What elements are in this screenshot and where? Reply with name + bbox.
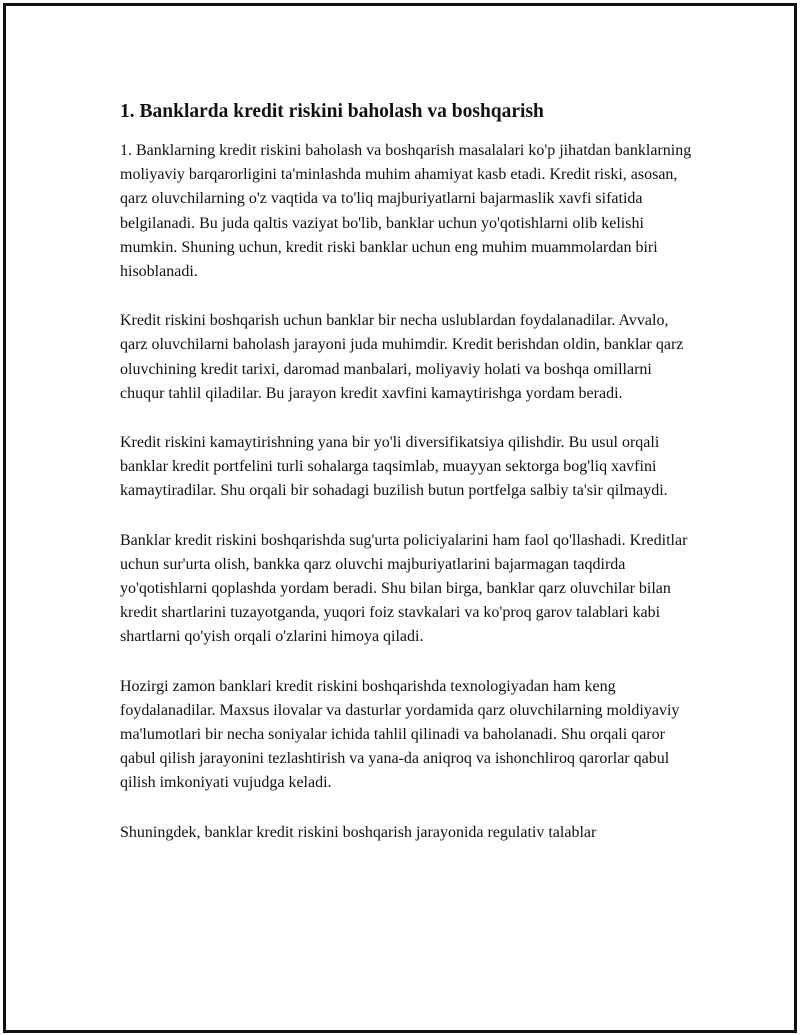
paragraph-diversification: Kredit riskini kamaytirishning yana bir yo'li diversifikatsiya qilishdir. Bu usul orqali banklar kredit portfelini turli sohalarga taqsimlab, muayyan sektorga bog'liq xavfini kamaytiradilar. Shu orqali bir sohadagi buzilish butun portfelga salbiy ta'sir qilmaydi. — [120, 434, 668, 500]
document-page — [3, 3, 797, 1033]
paragraph-insurance: Banklar kredit riskini boshqarishda sug'urta policiyalarini ham faol qo'llashadi. Kreditlar uchun sur'urta olish, bankka qarz oluvchi majburiyatlarini bajarmagan taqdirda yo'qotishlarni qoplashda yordam beradi. Shu bilan birga, banklar qarz oluvchilar bilan kredit shartlarini tuzayotganda, yuqori foiz stavkalari va ko'proq garov talablari kabi shartlarni qo'yish orqali o'zlarini himoya qiladi. — [120, 531, 688, 646]
paragraph-methods: Kredit riskini boshqarish uchun banklar bir necha uslublardan foydalanadilar. Avvalo, qarz oluvchilarni baholash jarayoni juda muhimdir. Kredit berishdan oldin, banklar qarz oluvchining kredit tarixi, daromad manbalari, moliyaviy holati va boshqa omillarni chuqur tahlil qiladilar. Bu jarayon kredit xavfini kamaytirishga yordam beradi. — [120, 312, 684, 402]
paragraph-regulation: Shuningdek, banklar kredit riskini boshqarish jarayonida regulativ talablar — [120, 823, 597, 841]
paragraph-intro: 1. Banklarning kredit riskini baholash va boshqarish masalalari ko'p jihatdan banklarning moliyaviy barqarorligini ta'minlashda muhim ahamiyat kasb etadi. Kredit riski, asosan, qarz oluvchilarning o'z vaqtida va to'liq majburiyatlarni bajarmaslik xavfi sifatida belgilanadi. Bu juda qaltis vaziyat bo'lib, banklar uchun yo'qotishlarni olib kelishi mumkin. Shuning uchun, kredit riski banklar uchun eng muhim muammolardan biri hisoblanadi. — [120, 142, 692, 281]
paragraph-technology: Hozirgi zamon banklari kredit riskini boshqarishda texnologiyadan ham keng foydalanadilar. Maxsus ilovalar va dasturlar yordamida qarz oluvchilarning moldiyaviy ma'lumotlari bir necha soniyalar ichida tahlil qilinadi va baholanadi. Shu orqali qaror qabul qilish jarayonini tezlashtirish va yana-da aniqroq va ishonchliroq qarorlar qabul qilish imkoniyati vujudga keladi. — [120, 677, 680, 792]
section-heading: 1. Banklarda kredit riskini baholash va boshqarish — [120, 101, 544, 122]
document-body — [120, 98, 694, 870]
